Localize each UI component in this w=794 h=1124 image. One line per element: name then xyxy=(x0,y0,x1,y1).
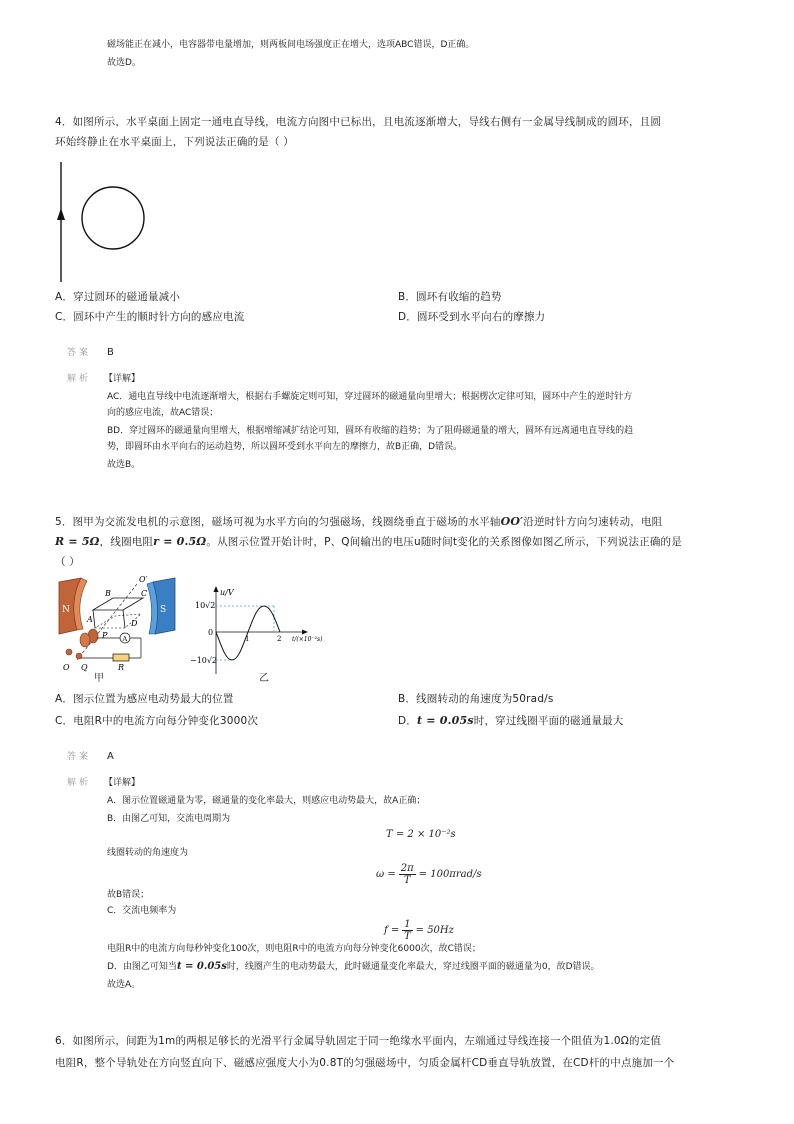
q4-detail-line3: BD．穿过圆环的磁通量向里增大，根据增缩减扩结论可知，圆环有收缩的趋势；为了阻碍磁通量的增大，圆环有远离通电直导线的趋 xyxy=(107,426,634,436)
q4-detail-line4: 势，即圆环由水平向右的运动趋势，所以圆环受到水平向左的摩擦力，故B正确，D错误。 xyxy=(107,442,463,452)
eq-omega-rhs: = 100πrad/s xyxy=(418,868,482,880)
q5-coil-resistance: r = 0.5Ω xyxy=(153,535,207,548)
label-r: R xyxy=(118,663,125,672)
q5-stem-text-c: ，线圈电阻 xyxy=(99,536,154,548)
q5-d-line-b: 时，线圈产生的电动势最大，此时磁通量变化率最大，穿过线圈平面的磁通量为0，故D错误。 xyxy=(226,962,600,972)
q4-option-b: B．圆环有收缩的趋势 xyxy=(398,291,502,303)
q6-stem-line1: 6．如图所示，间距为1m的两根足够长的光滑平行金属导轨固定于同一绝缘水平面内，左端通过导线连接一个阻值为1.0Ω的定值 xyxy=(55,1035,662,1047)
t-axis-label: t/(×10⁻²s) xyxy=(292,636,323,643)
q5-detail-b: B．由图乙可知，交流电周期为 xyxy=(107,814,231,824)
q5-conclusion: 故选A。 xyxy=(107,980,141,990)
q3-tail-line1: 磁场能正在减小，电容器带电量增加，则两板间电场强度正在增大，选项ABC错误，D正确。 xyxy=(107,40,475,50)
magnet-s-label: S xyxy=(160,605,167,615)
t-tick-1: 1 xyxy=(245,635,250,643)
q5-detail-a: A．图示位置磁通量为零，磁通量的变化率最大，则感应电动势最大，故A正确； xyxy=(107,796,426,806)
y-zero-label: 0 xyxy=(208,628,214,637)
q5-eq-omega xyxy=(376,860,482,888)
voltage-curve xyxy=(216,606,280,660)
q5-stem-line3: （ ） xyxy=(55,556,80,568)
eq-f-den: T xyxy=(404,930,411,942)
eq-omega-den: T xyxy=(403,874,411,886)
q5-b-wrong: 故B错误； xyxy=(107,890,150,900)
q4-stem-line1: 4．如图所示，水平桌面上固定一通电直导线，电流方向图中已标出，且电流逐渐增大，导线右侧有一金属导线制成的圆环，且圆 xyxy=(55,116,662,128)
label-o: O xyxy=(63,663,70,672)
q4-analysis-label: 解析 xyxy=(67,374,92,384)
slip-ring-2 xyxy=(80,633,90,647)
label-q: Q xyxy=(81,663,88,672)
q4-answer: B xyxy=(107,347,114,358)
label-p: P xyxy=(102,631,108,640)
label-o-prime: O′ xyxy=(139,575,148,584)
q5-omega-intro: 线圈转动的角速度为 xyxy=(107,848,189,858)
q4-detail-line1: AC．通电直导线中电流逐渐增大，根据右手螺旋定则可知，穿过圆环的磁通量向里增大；根据楞次定律可知，圆环中产生的逆时针方 xyxy=(107,392,633,402)
magnet-n-label: N xyxy=(62,605,70,615)
q5-c-line: 电阻R中的电流方向每秒钟变化100次，则电阻R中的电流方向每分钟变化6000次，故C错误； xyxy=(107,944,481,954)
q4-detail-title: 【详解】 xyxy=(104,374,141,384)
u-axis-label: u/V xyxy=(220,588,234,597)
resistor-r xyxy=(113,654,129,661)
q5-d-line-a: D．由图乙可知当 xyxy=(107,962,177,972)
ammeter-label: A xyxy=(122,635,128,643)
eq-f-num: 1 xyxy=(404,918,411,930)
eq-omega-num: 2π xyxy=(400,862,414,874)
q5-stem-line1 xyxy=(55,515,662,529)
q5-stem-text-d: 。从图示位置开始计时，P、Q间输出的电压u随时间t变化的关系图像如图乙所示，下列说法正确的是 xyxy=(206,536,682,548)
label-a: A xyxy=(87,615,93,624)
y-max-label: 10√2 xyxy=(195,601,216,610)
q5-resistance-r: R = 5Ω xyxy=(55,535,100,548)
q4-conclusion: 故选B。 xyxy=(107,460,141,470)
label-c: C xyxy=(141,589,148,598)
q4-option-c: C．圆环中产生的顺时针方向的感应电流 xyxy=(55,311,245,323)
q5-detail-c: C．交流电频率为 xyxy=(107,906,177,916)
q5-option-a: A．图示位置为感应电动势最大的位置 xyxy=(55,693,234,705)
label-b: B xyxy=(105,589,111,598)
q5-option-d-text: 时，穿过线圈平面的磁通量最大 xyxy=(473,715,624,727)
q5-option-c: C．电阻R中的电流方向每分钟变化3000次 xyxy=(55,715,259,727)
q5-option-d-prefix: D． xyxy=(398,715,417,727)
q5-detail-title: 【详解】 xyxy=(104,778,141,788)
q5-answer: A xyxy=(107,751,114,762)
q5-figure-ut-graph xyxy=(190,584,346,680)
q5-eq-period: T = 2 × 10⁻²s xyxy=(386,829,456,840)
current-arrow-icon xyxy=(57,208,65,220)
q5-stem-text-b: 沿逆时针方向匀速转动，电阻 xyxy=(523,516,663,528)
q5-stem-text-a: 5．图甲为交流发电机的示意图，磁场可视为水平方向的匀强磁场，线圈绕垂直于磁场的水平轴 xyxy=(55,516,501,528)
q5-axis-symbol: OO′ xyxy=(500,515,524,528)
q4-stem-line2: 环始终静止在水平桌面上，下列说法正确的是（ ） xyxy=(55,136,294,148)
eq-omega-lhs: ω = xyxy=(376,868,396,880)
q5-option-d-time: t = 0.05s xyxy=(417,714,474,727)
q4-answer-label: 答案 xyxy=(67,348,92,358)
q4-figure-wire-and-ring xyxy=(52,160,152,284)
q5-d-line-time: t = 0.05s xyxy=(176,961,227,972)
q5-d-line xyxy=(107,960,600,974)
q4-option-d: D．圆环受到水平向右的摩擦力 xyxy=(398,311,546,323)
q5-stem-line2 xyxy=(55,535,682,549)
q5-analysis-label: 解析 xyxy=(67,778,92,788)
q5-figure-generator xyxy=(55,572,195,684)
q3-conclusion: 故选D。 xyxy=(107,58,141,68)
q5-fig-left-caption: 甲 xyxy=(94,673,104,684)
y-min-label: −10√2 xyxy=(190,656,218,665)
q5-answer-label: 答案 xyxy=(67,752,92,762)
q5-option-d xyxy=(398,714,624,728)
q5-option-b: B．线圈转动的角速度为50rad/s xyxy=(398,693,554,705)
label-d: D xyxy=(131,619,138,628)
q5-fig-right-caption: 乙 xyxy=(259,673,269,684)
metal-ring xyxy=(82,187,144,249)
t-tick-2: 2 xyxy=(277,635,282,643)
eq-f-lhs: f = xyxy=(384,924,400,936)
q5-eq-frequency xyxy=(384,916,454,944)
q4-option-a: A．穿过圆环的磁通量减小 xyxy=(55,291,181,303)
q4-detail-line2: 向的感应电流，故AC错误； xyxy=(107,408,219,418)
q6-stem-line2: 电阻R，整个导轨处在方向竖直向下、磁感应强度大小为0.8T的匀强磁场中，匀质金属杆CD垂直导轨放置，在CD杆的中点施加一个 xyxy=(55,1057,675,1069)
eq-f-rhs: = 50Hz xyxy=(415,924,454,936)
